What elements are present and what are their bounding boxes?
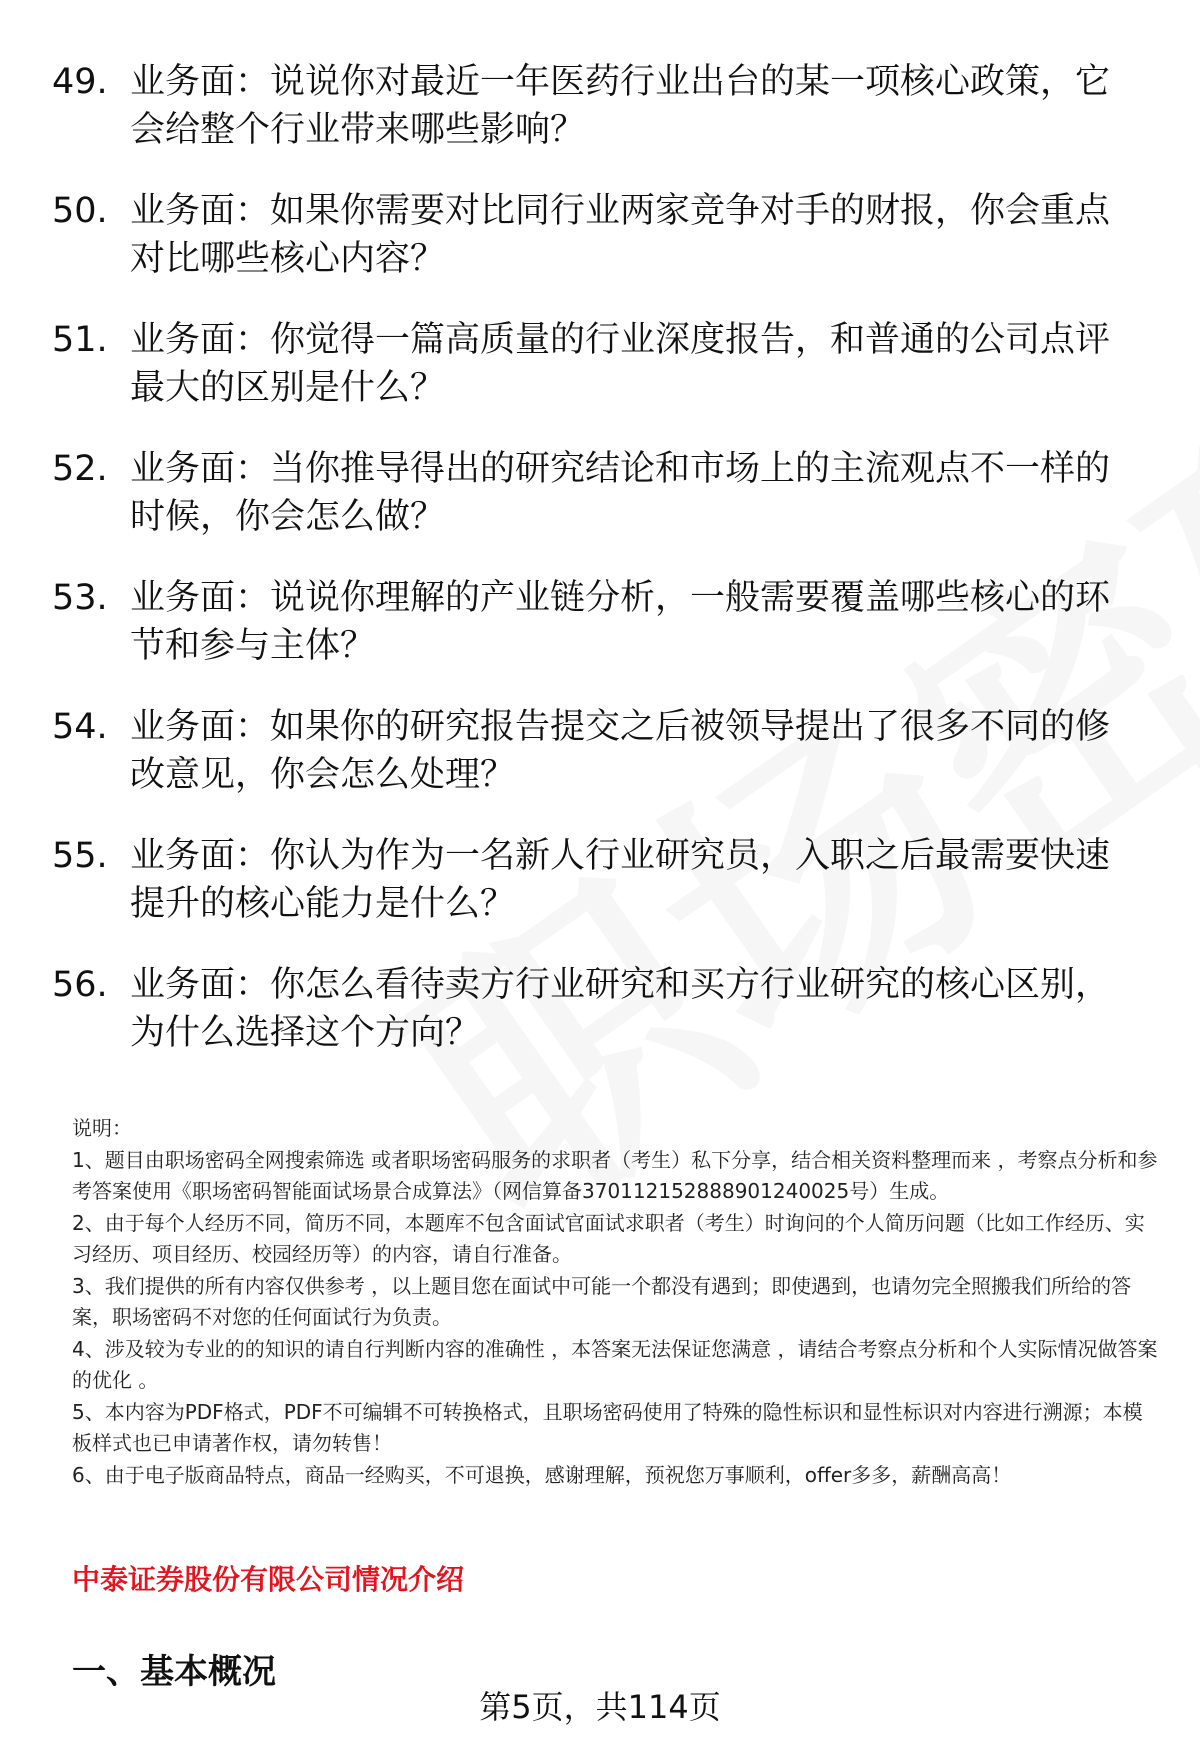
question-text: 业务面：说说你理解的产业链分析，一般需要覆盖哪些核心的环节和参与主体？ [130, 578, 1111, 666]
question-list [52, 58, 1152, 1090]
question-number: 51. [52, 320, 108, 360]
question-text: 业务面：你怎么看待卖方行业研究和买方行业研究的核心区别，为什么选择这个方向？ [130, 965, 1111, 1053]
question-text: 业务面：如果你的研究报告提交之后被领导提出了很多不同的修改意见，你会怎么处理？ [130, 707, 1111, 795]
question-item [52, 187, 1152, 283]
question-item [52, 574, 1152, 670]
question-text: 业务面：说说你对最近一年医药行业出台的某一项核心政策，它会给整个行业带来哪些影响？ [130, 62, 1111, 150]
company-heading: 中泰证券股份有限公司情况介绍 [72, 1563, 465, 1596]
page-footer: 第5页，共114页 [479, 1688, 721, 1726]
note-item: 1、题目由职场密码全网搜索筛选 或者职场密码服务的求职者（考生）私下分享，结合相关资料整理而来 ，考察点分析和参考答案使用《职场密码智能面试场景合成算法》（网信算备370112152888901240025号）生成。 [72, 1147, 1158, 1203]
question-number: 50. [52, 191, 108, 231]
question-item [52, 961, 1152, 1057]
question-number: 52. [52, 449, 108, 489]
note-item: 6、由于电子版商品特点，商品一经购买，不可退换，感谢理解，预祝您万事顺利，offer多多，薪酬高高！ [72, 1462, 1012, 1487]
notes-section [72, 1113, 1162, 1491]
question-text: 业务面：当你推导得出的研究结论和市场上的主流观点不一样的时候，你会怎么做？ [130, 449, 1111, 537]
question-number: 55. [52, 836, 108, 876]
note-item: 4、涉及较为专业的的知识的请自行判断内容的准确性 ，本答案无法保证您满意 ，请结合考察点分析和个人实际情况做答案的优化 。 [72, 1336, 1158, 1392]
note-item: 5、本内容为PDF格式，PDF不可编辑不可转换格式，且职场密码使用了特殊的隐性标识和显性标识对内容进行溯源；本模板样式也已申请著作权，请勿转售！ [72, 1399, 1143, 1455]
question-item [52, 445, 1152, 541]
section-heading: 一、基本概况 [72, 1652, 276, 1692]
question-text: 业务面：如果你需要对比同行业两家竞争对手的财报，你会重点对比哪些核心内容？ [130, 191, 1111, 279]
question-number: 56. [52, 965, 108, 1005]
question-item [52, 58, 1152, 154]
question-item [52, 316, 1152, 412]
question-item [52, 703, 1152, 799]
question-text: 业务面：你觉得一篇高质量的行业深度报告，和普通的公司点评最大的区别是什么？ [130, 320, 1111, 408]
question-item [52, 832, 1152, 928]
question-number: 53. [52, 578, 108, 618]
notes-title: 说明： [72, 1116, 132, 1140]
question-text: 业务面：你认为作为一名新人行业研究员，入职之后最需要快速提升的核心能力是什么？ [130, 836, 1111, 924]
note-item: 3、我们提供的所有内容仅供参考 ，以上题目您在面试中可能一个都没有遇到；即使遇到，也请勿完全照搬我们所给的答案，职场密码不对您的任何面试行为负责。 [72, 1273, 1132, 1329]
note-item: 2、由于每个人经历不同，简历不同，本题库不包含面试官面试求职者（考生）时询问的个人简历问题（比如工作经历、实习经历、项目经历、校园经历等）的内容，请自行准备。 [72, 1210, 1145, 1266]
question-number: 49. [52, 62, 108, 102]
question-number: 54. [52, 707, 108, 747]
